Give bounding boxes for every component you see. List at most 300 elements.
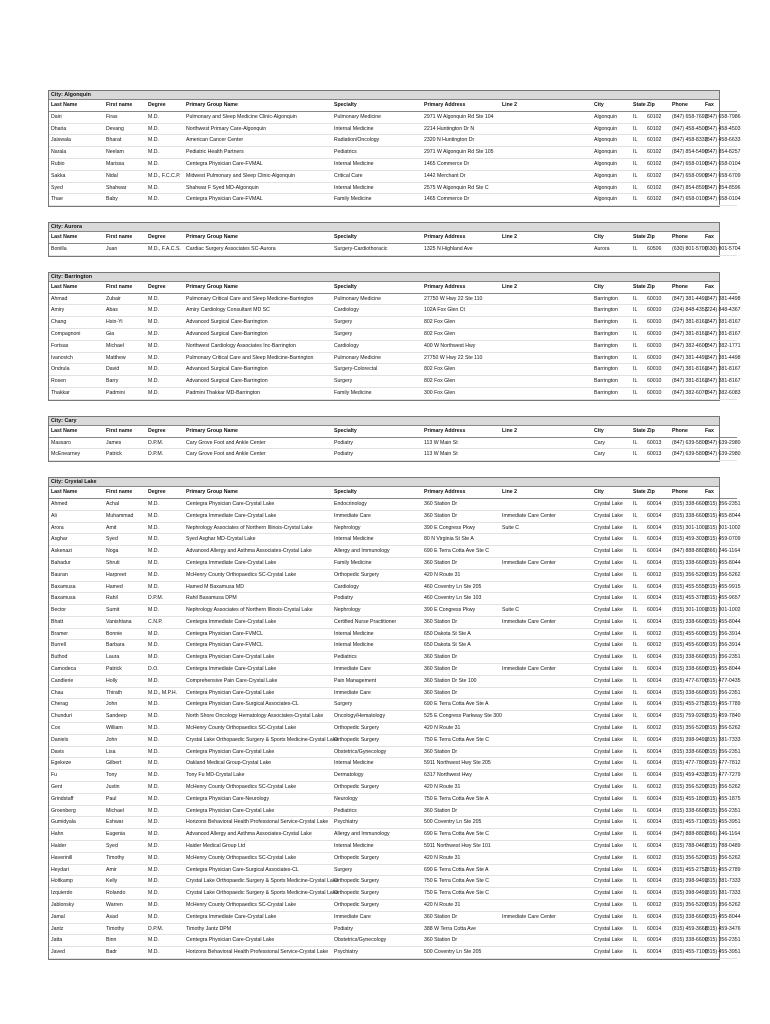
col-state: IL <box>631 723 645 735</box>
col-state-header: State <box>633 102 646 108</box>
col-line-2 <box>500 243 592 255</box>
col-line-2 <box>500 699 592 711</box>
col-first-name: Muhammad <box>104 510 146 522</box>
col-zip: 60013 <box>645 437 670 449</box>
col-primary-address: 2971 W Algonquin Rd Ste 104 <box>422 111 500 123</box>
col-primary-address: 27750 W Hwy 22 Ste 110 <box>422 293 500 305</box>
col-degree: M.D. <box>146 628 184 640</box>
table-row <box>49 581 737 593</box>
col-phone: (847) 382-4600 <box>670 340 703 352</box>
col-zip: 60012 <box>645 900 670 912</box>
col-city: Aurora <box>592 243 631 255</box>
table-row <box>49 510 737 522</box>
col-first-name-header: First name <box>106 489 133 496</box>
col-line-2 <box>500 546 592 558</box>
col-state: IL <box>631 340 645 352</box>
col-primary-group: Centegra Physician Care-FVMAL <box>184 158 332 170</box>
col-last-name: Gumidyala <box>49 817 104 829</box>
col-degree: M.D. <box>146 711 184 723</box>
col-state: IL <box>631 194 645 206</box>
col-fax: (847) 658-0104 <box>703 158 737 170</box>
col-fax: (847) 458-6633 <box>703 135 737 147</box>
col-fax-header: Fax <box>705 283 714 290</box>
col-last-name: Camodeca <box>49 664 104 676</box>
col-line-2 <box>500 123 592 135</box>
col-zip: 60010 <box>645 387 670 399</box>
col-city: Crystal Lake <box>592 557 631 569</box>
col-primary-group: Timothy Jantz DPM <box>184 923 332 935</box>
col-phone: (815) 398-9491 <box>670 888 703 900</box>
col-city-header: City <box>594 234 604 241</box>
col-specialty: Orthopedic Surgery <box>332 723 422 735</box>
col-fax: (815) 477-7812 <box>703 758 737 770</box>
col-phone: (847) 381-8161 <box>670 328 703 340</box>
col-primary-address: 6317 Northwest Hwy <box>422 770 500 782</box>
col-primary-group: McHenry County Orthopaedics SC-Crystal Lake <box>184 852 332 864</box>
col-fax: (847) 639-2980 <box>703 437 737 449</box>
table-header-row <box>49 282 737 293</box>
col-state: IL <box>631 817 645 829</box>
col-line-2: Immediate Care Center <box>500 911 592 923</box>
col-state-header: State <box>633 283 646 290</box>
col-last-name-header: Last Name <box>51 489 78 496</box>
col-city: Crystal Lake <box>592 699 631 711</box>
table-row <box>49 770 737 782</box>
col-last-name: Candlerie <box>49 675 104 687</box>
col-degree: M.D. <box>146 876 184 888</box>
col-zip: 60014 <box>645 793 670 805</box>
table-row <box>49 817 737 829</box>
col-last-name: Amiry <box>49 305 104 317</box>
col-zip: 60014 <box>645 498 670 510</box>
col-line-2 <box>500 437 592 449</box>
col-city: Crystal Lake <box>592 734 631 746</box>
col-specialty: Nephrology <box>332 522 422 534</box>
col-specialty: Pain Management <box>332 675 422 687</box>
col-specialty: Certified Nurse Practitioner <box>332 616 422 628</box>
col-state: IL <box>631 876 645 888</box>
col-degree: M.D. <box>146 805 184 817</box>
col-primary-address: 360 Station Dr <box>422 687 500 699</box>
col-primary-group-header: Primary Group Name <box>186 102 238 108</box>
table-row <box>49 340 737 352</box>
col-phone: (847) 658-0909 <box>670 170 703 182</box>
col-fax: (815) 356-5262 <box>703 852 737 864</box>
col-city: Crystal Lake <box>592 746 631 758</box>
col-last-name: Jatta <box>49 935 104 947</box>
col-last-name-header: Last Name <box>51 102 78 108</box>
col-first-name: Syed <box>104 534 146 546</box>
col-city: Crystal Lake <box>592 687 631 699</box>
col-phone: (847) 639-5800 <box>670 437 703 449</box>
col-fax: (815) 477-7279 <box>703 770 737 782</box>
col-zip: 60014 <box>645 675 670 687</box>
col-phone: (815) 338-6600 <box>670 616 703 628</box>
col-zip: 60014 <box>645 593 670 605</box>
col-primary-group: McHenry County Orthopaedics SC-Crystal Lake <box>184 900 332 912</box>
col-phone: (847) 888-8802 <box>670 546 703 558</box>
col-fax-header: Fax <box>705 427 714 434</box>
col-city: Barrington <box>592 305 631 317</box>
col-primary-group: Hamed M Baxamusa MD <box>184 581 332 593</box>
col-first-name: Timothy <box>104 923 146 935</box>
col-primary-group: Centegra Physician Care-Crystal Lake <box>184 652 332 664</box>
table-row <box>49 699 737 711</box>
col-phone: (815) 301-1001 <box>670 605 703 617</box>
col-state: IL <box>631 317 645 329</box>
col-fax: (815) 356-5262 <box>703 723 737 735</box>
col-specialty: Family Medicine <box>332 557 422 569</box>
col-phone: (847) 382-6070 <box>670 387 703 399</box>
col-fax: (815) 356-2351 <box>703 652 737 664</box>
col-phone: (815) 338-6600 <box>670 746 703 758</box>
col-first-name: Warren <box>104 900 146 912</box>
col-fax: (847) 854-8257 <box>703 147 737 159</box>
col-state: IL <box>631 935 645 947</box>
col-specialty: Surgery <box>332 864 422 876</box>
col-phone: (815) 301-1001 <box>670 522 703 534</box>
col-specialty-header: Specialty <box>334 489 357 496</box>
col-first-name: Timothy <box>104 852 146 864</box>
col-phone: (847) 658-0100 <box>670 158 703 170</box>
col-state: IL <box>631 711 645 723</box>
col-state: IL <box>631 437 645 449</box>
col-state: IL <box>631 293 645 305</box>
col-first-name: James <box>104 437 146 449</box>
col-degree: M.D. <box>146 194 184 206</box>
col-zip: 60013 <box>645 449 670 461</box>
col-state: IL <box>631 364 645 376</box>
col-fax: (847) 658-0104 <box>703 194 737 206</box>
col-zip: 60102 <box>645 170 670 182</box>
col-primary-address: 390 E Congress Pkwy <box>422 605 500 617</box>
col-primary-group: Rahil Baxamusa DPM <box>184 593 332 605</box>
col-first-name: Bonnie <box>104 628 146 640</box>
col-line-2 <box>500 852 592 864</box>
col-last-name: Bramer <box>49 628 104 640</box>
col-degree: D.P.M. <box>146 437 184 449</box>
col-line-2: Immediate Care Center <box>500 616 592 628</box>
col-state: IL <box>631 376 645 388</box>
col-fax: (847) 381-4498 <box>703 352 737 364</box>
col-zip: 60010 <box>645 364 670 376</box>
col-phone: (815) 338-6600 <box>670 498 703 510</box>
col-first-name: Abas <box>104 305 146 317</box>
col-degree: M.D. <box>146 746 184 758</box>
table-row <box>49 147 737 159</box>
col-primary-group: Centegra Physician Care-FVMAL <box>184 194 332 206</box>
col-state-header: State <box>633 234 646 241</box>
col-first-name: Gia <box>104 328 146 340</box>
col-city-header: City <box>594 283 604 290</box>
col-first-name: Baby <box>104 194 146 206</box>
col-phone: (815) 455-7100 <box>670 817 703 829</box>
col-specialty: Internal Medicine <box>332 640 422 652</box>
col-first-name: John <box>104 734 146 746</box>
col-line-2 <box>500 293 592 305</box>
col-specialty: Podiatry <box>332 437 422 449</box>
city-section <box>48 272 741 401</box>
col-zip: 60506 <box>645 243 670 255</box>
col-phone: (815) 459-4333 <box>670 770 703 782</box>
col-city: Crystal Lake <box>592 581 631 593</box>
col-fax: (847) 639-2980 <box>703 449 737 461</box>
col-state: IL <box>631 569 645 581</box>
col-state: IL <box>631 111 645 123</box>
col-degree: D.P.M. <box>146 593 184 605</box>
col-degree: M.D. <box>146 569 184 581</box>
col-phone: (815) 455-7100 <box>670 947 703 959</box>
col-zip: 60012 <box>645 852 670 864</box>
col-specialty: Surgery-Colorectal <box>332 364 422 376</box>
col-primary-group: Advanced Surgical Care-Barrington <box>184 364 332 376</box>
col-first-name: Noga <box>104 546 146 558</box>
col-fax: (815) 356-5262 <box>703 569 737 581</box>
col-phone: (815) 477-6700 <box>670 675 703 687</box>
col-state: IL <box>631 593 645 605</box>
col-primary-address: 460 Coventry Ln Ste 103 <box>422 593 500 605</box>
col-primary-address: 690 E Terra Cotta Ave Ste A <box>422 864 500 876</box>
col-phone: (847) 381-8161 <box>670 317 703 329</box>
col-city: Crystal Lake <box>592 605 631 617</box>
col-city: Algonquin <box>592 194 631 206</box>
col-primary-address: 2214 Huntington Dr N <box>422 123 500 135</box>
col-primary-address: 650 Dakota St Ste A <box>422 628 500 640</box>
col-last-name: Fu <box>49 770 104 782</box>
col-primary-group: Horizons Behavioral Health Professional Service-Crystal Lake <box>184 817 332 829</box>
col-primary-group: Advanced Surgical Care-Barrington <box>184 317 332 329</box>
col-degree: M.D. <box>146 352 184 364</box>
col-state-header: State <box>633 427 646 434</box>
col-degree: M.D. <box>146 581 184 593</box>
col-last-name-header: Last Name <box>51 283 78 290</box>
col-degree: M.D. <box>146 376 184 388</box>
col-line-2 <box>500 170 592 182</box>
col-last-name: Narala <box>49 147 104 159</box>
col-phone: (847) 854-5490 <box>670 147 703 159</box>
col-primary-address: 2320 N Huntington Dr <box>422 135 500 147</box>
col-specialty-header: Specialty <box>334 102 357 108</box>
col-phone: (847) 639-5800 <box>670 449 703 461</box>
col-degree: M.D. <box>146 387 184 399</box>
col-state: IL <box>631 534 645 546</box>
col-last-name: Bonilla <box>49 243 104 255</box>
table-row <box>49 652 737 664</box>
col-state: IL <box>631 900 645 912</box>
col-primary-address: 650 Dakota St Ste A <box>422 640 500 652</box>
col-zip: 60014 <box>645 581 670 593</box>
col-specialty: Orthopedic Surgery <box>332 734 422 746</box>
table-row <box>49 111 737 123</box>
col-state: IL <box>631 923 645 935</box>
col-primary-address: 750 E Terra Cotta Ave Ste C <box>422 876 500 888</box>
col-first-name-header: First name <box>106 234 133 241</box>
col-fax: (815) 455-8044 <box>703 510 737 522</box>
col-specialty: Podiatry <box>332 593 422 605</box>
col-state: IL <box>631 387 645 399</box>
table-row <box>49 498 737 510</box>
col-fax: (866) 246-1164 <box>703 829 737 841</box>
col-line-2 <box>500 652 592 664</box>
col-state: IL <box>631 758 645 770</box>
col-degree: M.D., F.C.C.P. <box>146 170 184 182</box>
city-section <box>48 222 741 257</box>
col-fax: (815) 356-2351 <box>703 746 737 758</box>
col-degree-header: Degree <box>148 427 166 434</box>
col-line-2 <box>500 534 592 546</box>
table-row <box>49 593 737 605</box>
col-phone: (847) 888-8802 <box>670 829 703 841</box>
col-line-2-header: Line 2 <box>502 234 517 241</box>
col-primary-address: 750 E Terra Cotta Ave Ste C <box>422 734 500 746</box>
col-first-name: Padmini <box>104 387 146 399</box>
table-row <box>49 522 737 534</box>
col-zip-header: Zip <box>647 283 655 290</box>
col-specialty: Surgery <box>332 328 422 340</box>
col-first-name: Patrick <box>104 449 146 461</box>
col-specialty: Radiation/Oncology <box>332 135 422 147</box>
city-section <box>48 416 741 462</box>
col-specialty: Internal Medicine <box>332 182 422 194</box>
col-zip: 60014 <box>645 805 670 817</box>
col-city: Crystal Lake <box>592 805 631 817</box>
table-row <box>49 170 737 182</box>
col-zip: 60102 <box>645 194 670 206</box>
col-phone: (815) 455-2752 <box>670 699 703 711</box>
col-city: Barrington <box>592 387 631 399</box>
col-specialty: Endocrinology <box>332 498 422 510</box>
col-degree: M.D. <box>146 734 184 746</box>
col-last-name: Askenazi <box>49 546 104 558</box>
col-primary-address: 360 Station Dr <box>422 616 500 628</box>
col-last-name: Syed <box>49 182 104 194</box>
physician-table <box>49 232 741 256</box>
col-primary-group: American Cancer Center <box>184 135 332 147</box>
col-zip: 60014 <box>645 758 670 770</box>
col-phone: (847) 658-0100 <box>670 194 703 206</box>
col-primary-address: 360 Station Dr <box>422 510 500 522</box>
table-row <box>49 711 737 723</box>
col-line-2 <box>500 876 592 888</box>
col-zip: 60014 <box>645 864 670 876</box>
col-fax: (815) 455-2789 <box>703 864 737 876</box>
col-zip: 60012 <box>645 640 670 652</box>
col-state: IL <box>631 911 645 923</box>
col-state: IL <box>631 793 645 805</box>
city-section-title: City: Cary <box>49 417 719 426</box>
col-last-name: Ali <box>49 510 104 522</box>
col-specialty: Surgery <box>332 376 422 388</box>
physician-directory-sheet <box>48 90 741 975</box>
table-header-row <box>49 426 737 437</box>
table-row <box>49 640 737 652</box>
col-fax: (815) 455-9657 <box>703 593 737 605</box>
col-specialty: Immediate Care <box>332 911 422 923</box>
table-row <box>49 734 737 746</box>
col-specialty-header: Specialty <box>334 283 357 290</box>
table-row <box>49 841 737 853</box>
col-primary-group: Centegra Physician Care-FVMCL <box>184 640 332 652</box>
col-primary-group: Haider Medical Group Ltd <box>184 841 332 853</box>
col-primary-address: 360 Station Dr <box>422 664 500 676</box>
col-state: IL <box>631 675 645 687</box>
table-row <box>49 687 737 699</box>
col-specialty: Orthopedic Surgery <box>332 852 422 864</box>
col-last-name: Bahadur <box>49 557 104 569</box>
col-fax: (815) 381-7333 <box>703 876 737 888</box>
col-last-name: Arora <box>49 522 104 534</box>
col-line-2 <box>500 305 592 317</box>
col-zip: 60014 <box>645 546 670 558</box>
col-phone: (815) 398-9491 <box>670 734 703 746</box>
table-row <box>49 911 737 923</box>
col-specialty: Pediatrics <box>332 805 422 817</box>
col-primary-address: 750 E Terra Cotta Ave Ste A <box>422 793 500 805</box>
col-zip: 60014 <box>645 510 670 522</box>
col-zip-header: Zip <box>647 102 655 108</box>
col-zip: 60014 <box>645 876 670 888</box>
col-fax: (847) 658-6709 <box>703 170 737 182</box>
col-last-name: Haverinill <box>49 852 104 864</box>
col-state: IL <box>631 581 645 593</box>
col-state: IL <box>631 852 645 864</box>
col-first-name: William <box>104 723 146 735</box>
col-city: Algonquin <box>592 123 631 135</box>
col-fax: (815) 455-8044 <box>703 911 737 923</box>
col-state: IL <box>631 449 645 461</box>
col-primary-address-header: Primary Address <box>424 427 466 434</box>
col-zip-header: Zip <box>647 234 655 241</box>
col-specialty: Allergy and Immunology <box>332 829 422 841</box>
col-specialty: Allergy and Immunology <box>332 546 422 558</box>
col-last-name: Grindstaff <box>49 793 104 805</box>
col-zip: 60014 <box>645 829 670 841</box>
col-line-2-header: Line 2 <box>502 283 517 290</box>
col-city: Crystal Lake <box>592 852 631 864</box>
col-zip: 60014 <box>645 652 670 664</box>
col-first-name: Matthew <box>104 352 146 364</box>
col-phone: (815) 356-5200 <box>670 900 703 912</box>
col-first-name: Juan <box>104 243 146 255</box>
col-zip: 60102 <box>645 123 670 135</box>
col-first-name: Binn <box>104 935 146 947</box>
col-first-name: Patrick <box>104 664 146 676</box>
table-row <box>49 437 737 449</box>
col-city: Crystal Lake <box>592 911 631 923</box>
col-primary-group: Advanced Allergy and Asthma Associates-Crystal Lake <box>184 829 332 841</box>
col-specialty-header: Specialty <box>334 234 357 241</box>
col-last-name: Dharia <box>49 123 104 135</box>
table-row <box>49 746 737 758</box>
col-first-name: Vanishtana <box>104 616 146 628</box>
col-fax-header: Fax <box>705 489 714 496</box>
col-first-name: Rolando <box>104 888 146 900</box>
table-row <box>49 805 737 817</box>
col-primary-address: 500 Coventry Ln Ste 205 <box>422 817 500 829</box>
col-primary-group: Shahwar F Syed MD-Algonquin <box>184 182 332 194</box>
col-city: Crystal Lake <box>592 758 631 770</box>
col-fax: (847) 382-1771 <box>703 340 737 352</box>
col-line-2 <box>500 147 592 159</box>
col-zip: 60012 <box>645 782 670 794</box>
col-degree: M.D. <box>146 947 184 959</box>
col-specialty: Orthopedic Surgery <box>332 876 422 888</box>
col-zip: 60014 <box>645 770 670 782</box>
col-last-name: Hahn <box>49 829 104 841</box>
col-zip: 60012 <box>645 569 670 581</box>
col-fax: (815) 301-1002 <box>703 605 737 617</box>
col-degree: M.D. <box>146 498 184 510</box>
